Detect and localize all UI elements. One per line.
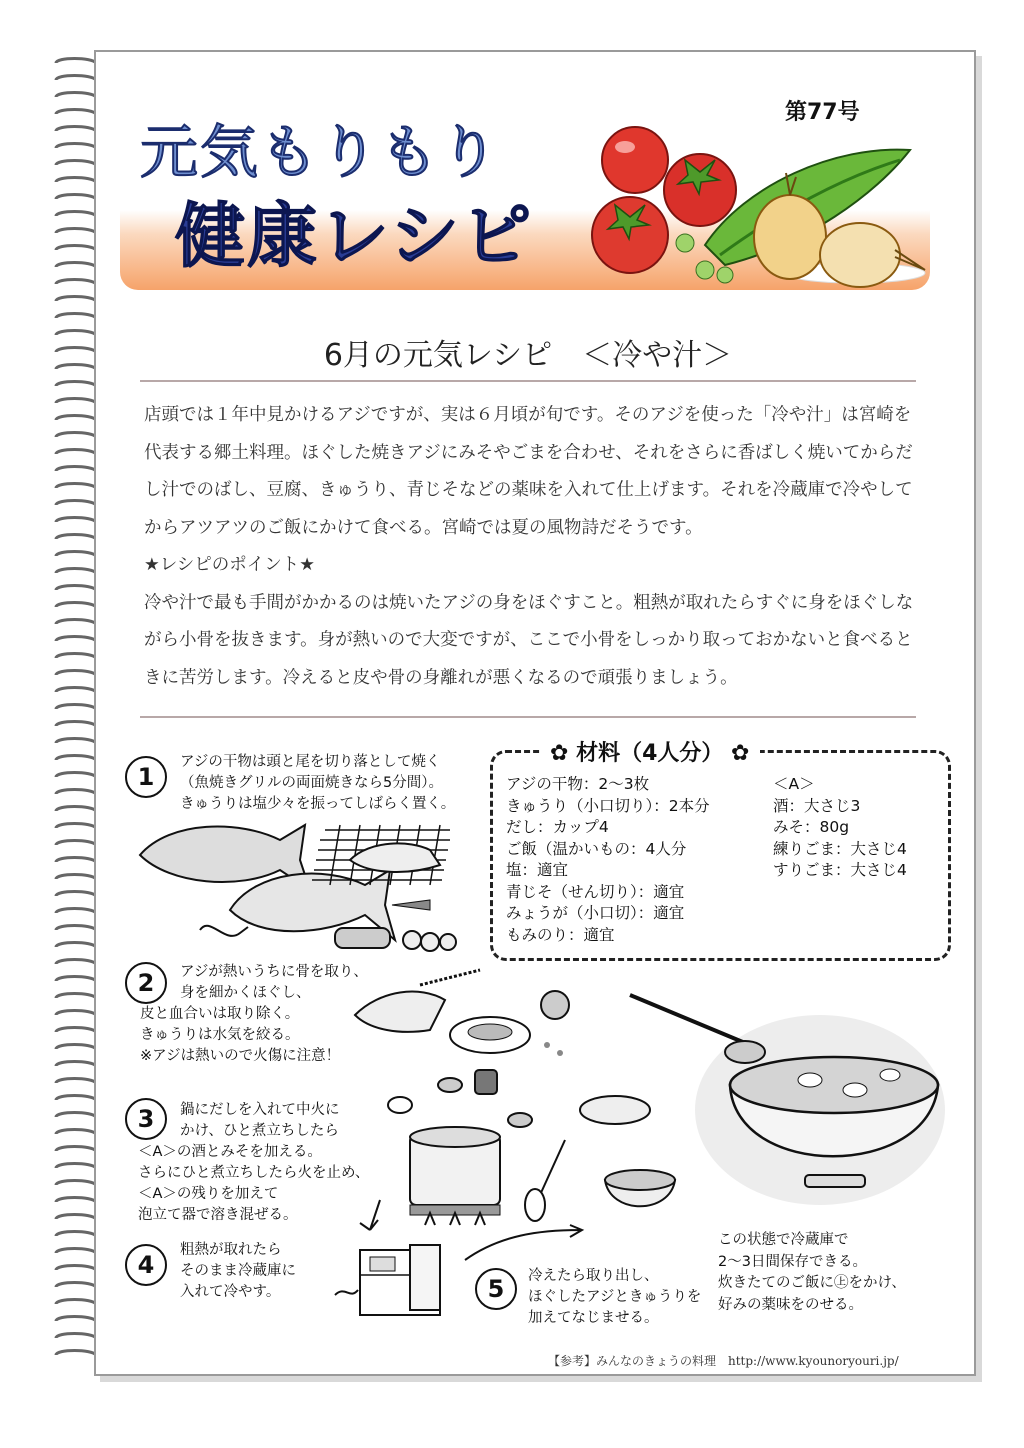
spiral-ring (56, 110, 96, 115)
spiral-ring (56, 756, 96, 761)
note-line: この状態で冷蔵庫で (718, 1232, 849, 1248)
step-4-number: 4 (125, 1244, 167, 1286)
spiral-ring (56, 1351, 96, 1356)
spiral-ring (56, 1011, 96, 1016)
spiral-ring (56, 297, 96, 302)
spiral-ring (56, 960, 96, 965)
spiral-ring (56, 1283, 96, 1288)
ingredient-item: 酒：大さじ3 (773, 796, 861, 815)
spiral-ring (56, 688, 96, 693)
step-line: かけ、ひと煮立ちしたら (180, 1123, 339, 1139)
spiral-ring (56, 314, 96, 319)
spiral-ring (56, 705, 96, 710)
ingredient-item: 青じそ（せん切り）：適宜 (506, 882, 685, 901)
spiral-ring (56, 1266, 96, 1271)
spiral-ring (56, 722, 96, 727)
spiral-ring (56, 229, 96, 234)
spiral-ring (56, 535, 96, 540)
ingredient-item: 塩：適宜 (506, 861, 569, 879)
spiral-ring (56, 603, 96, 608)
step-line: アジの干物は頭と尾を切り落として焼く (180, 754, 441, 770)
ingredients-group-a (773, 774, 907, 882)
ingredient-item: アジの干物：2〜3枚 (506, 775, 650, 793)
title-line1: 元気もりもり (140, 118, 501, 186)
spiral-ring (56, 280, 96, 285)
spiral-ring (56, 518, 96, 523)
spiral-ring (56, 127, 96, 132)
spiral-ring (56, 1079, 96, 1084)
finished-bowl-illustration (620, 990, 950, 1215)
spiral-ring (56, 1164, 96, 1169)
spiral-ring (56, 620, 96, 625)
step-line: 加えてなじませる。 (528, 1310, 659, 1326)
divider-middle (140, 716, 916, 718)
spiral-ring (56, 875, 96, 880)
storage-note (718, 1230, 906, 1316)
step-line: きゅうりは水気を絞る。 (140, 1027, 300, 1043)
spiral-ring (56, 59, 96, 64)
header-banner (120, 95, 930, 290)
ingredients-title: ✿ 材料（4人分） ✿ (540, 736, 760, 767)
spiral-ring (56, 807, 96, 812)
spiral-ring (56, 892, 96, 897)
step-5-text (528, 1266, 701, 1329)
ingredient-item: だし：カップ4 (506, 818, 609, 836)
spiral-ring (56, 841, 96, 846)
issue-number: 第77号 (785, 100, 860, 125)
spiral-ring (56, 858, 96, 863)
step-line: 鍋にだしを入れて中火に (180, 1102, 340, 1118)
spiral-ring (56, 331, 96, 336)
step-2-number: 2 (125, 962, 167, 1004)
spiral-ring (56, 144, 96, 149)
step-1-number: 1 (125, 756, 167, 798)
step-line: きゅうりは塩少々を振ってしばらく置く。 (180, 796, 456, 812)
step-line: （魚焼きグリルの両面焼きなら5分間）。 (180, 775, 443, 791)
spiral-ring (56, 1028, 96, 1033)
divider-top (140, 380, 916, 382)
spiral-ring (56, 1317, 96, 1322)
spiral-ring (56, 433, 96, 438)
spiral-ring (56, 246, 96, 251)
spiral-ring (56, 348, 96, 353)
spiral-ring (56, 1062, 96, 1067)
vegetables-illustration (575, 125, 935, 290)
recipe-subtitle: 6月の元気レシピ ＜冷や汁＞ (323, 338, 733, 373)
ingredient-item: みょうが（小口切）：適宜 (506, 904, 685, 922)
note-line: 2〜3日間保存できる。 (718, 1253, 867, 1270)
spiral-ring (56, 467, 96, 472)
spiral-ring (56, 93, 96, 98)
ingredients-main-list (506, 774, 710, 946)
spiral-ring (56, 1113, 96, 1118)
step-1-illustration (130, 815, 480, 955)
spiral-ring (56, 501, 96, 506)
spiral-ring (56, 909, 96, 914)
intro-paragraph-2: 冷や汁で最も手間がかかるのは焼いたアジの身をほぐすこと。粗熱が取れたらすぐに身をほぐしながら小骨を抜きます。身が熱いので大変ですが、ここで小骨をしっかり取っておかないと食べるときに苦労します。冷えると皮や骨の身離れが悪くなるので頑張りましょう。 (144, 592, 914, 688)
step-line: 皮と血合いは取り除く。 (140, 1006, 300, 1022)
spiral-ring (56, 1045, 96, 1050)
point-heading: ★レシピのポイント★ (144, 555, 315, 575)
spiral-ring (56, 416, 96, 421)
ingredient-item: 練りごま：大さじ4 (773, 839, 907, 858)
spiral-ring (56, 399, 96, 404)
spiral-ring (56, 1249, 96, 1254)
spiral-ring (56, 977, 96, 982)
spiral-ring (56, 1130, 96, 1135)
ingredient-item: すりごま：大さじ4 (773, 861, 907, 879)
spiral-ring (56, 586, 96, 591)
spiral-ring (56, 212, 96, 217)
title-line2: 健康レシピ (175, 195, 534, 277)
spiral-ring (56, 1096, 96, 1101)
step-line: そのまま冷蔵庫に (180, 1263, 296, 1279)
spiral-ring (56, 161, 96, 166)
group-a-heading: ＜A＞ (773, 775, 815, 793)
spiral-ring (56, 1334, 96, 1339)
spiral-ring (56, 178, 96, 183)
step-line: 泡立て器で溶き混ぜる。 (138, 1207, 298, 1223)
step-line: 冷えたら取り出し、 (528, 1268, 659, 1284)
step-line: 粗熱が取れたら (180, 1242, 282, 1258)
spiral-ring (56, 1198, 96, 1203)
spiral-ring (56, 365, 96, 370)
spiral-ring (56, 773, 96, 778)
intro-paragraph-1: 店頭では１年中見かけるアジですが、実は６月頃が旬です。そのアジを使った「冷や汁」は宮崎を代表する郷土料理。ほぐした焼きアジにみそやごまを合わせ、それをさらに香ばしく焼いてからだし汁でのばし、豆腐、きゅうり、青じそなどの薬味を入れて仕上げます。それを冷蔵庫で冷やしてからアツアツのご飯にかけて食べる。宮崎では夏の風物詩だそうです。 (144, 405, 913, 538)
step-line: ※アジは熱いので火傷に注意！ (140, 1048, 341, 1064)
step-line: ＜A＞の酒とみそを加える。 (138, 1144, 322, 1160)
ingredient-item: もみのり：適宜 (506, 925, 615, 944)
spiral-ring (56, 926, 96, 931)
spiral-ring (56, 195, 96, 200)
note-line: 好みの薬味をのせる。 (718, 1296, 863, 1313)
spiral-ring (56, 1181, 96, 1186)
spiral-ring (56, 76, 96, 81)
step-line: ＜A＞の残りを加えて (138, 1186, 279, 1202)
ingredient-item: みそ：80g (773, 818, 850, 836)
spiral-ring (56, 1232, 96, 1237)
spiral-ring (56, 382, 96, 387)
step-2-text (140, 962, 368, 1067)
spiral-ring (56, 1300, 96, 1305)
spiral-ring (56, 569, 96, 574)
spiral-ring (56, 739, 96, 744)
step-line: ほぐしたアジときゅうりを (528, 1289, 702, 1305)
spiral-ring (56, 450, 96, 455)
step-3-number: 3 (125, 1098, 167, 1140)
step-1-text (180, 752, 455, 815)
note-line: 炊きたてのご飯に㊤をかけ、 (718, 1275, 906, 1291)
spiral-ring (56, 824, 96, 829)
spiral-ring (56, 1215, 96, 1220)
spiral-ring (56, 943, 96, 948)
step-line: 入れて冷やす。 (180, 1284, 281, 1300)
spiral-ring (56, 654, 96, 659)
spiral-ring (56, 994, 96, 999)
spiral-ring (56, 1147, 96, 1152)
spiral-ring (56, 484, 96, 489)
step-line: 身を細かくほぐし、 (180, 985, 311, 1001)
step-line: さらにひと煮立ちしたら火を止め、 (138, 1165, 370, 1181)
ingredient-item: ご飯（温かいもの：4人分 (506, 839, 687, 858)
spiral-ring (56, 637, 96, 642)
ingredient-item: きゅうり（小口切り）：2本分 (506, 796, 710, 815)
spiral-ring (56, 552, 96, 557)
source-credit: 【参考】みんなのきょうの料理 http://www.kyounoryouri.jp/ (548, 1354, 899, 1368)
intro-text (144, 397, 919, 697)
step-4-text (180, 1240, 296, 1303)
spiral-ring (56, 790, 96, 795)
spiral-ring (56, 263, 96, 268)
step-2-illustration (350, 965, 600, 1065)
step-line: アジが熱いうちに骨を取り、 (180, 964, 368, 980)
step-5-number: 5 (475, 1268, 517, 1310)
spiral-ring (56, 671, 96, 676)
